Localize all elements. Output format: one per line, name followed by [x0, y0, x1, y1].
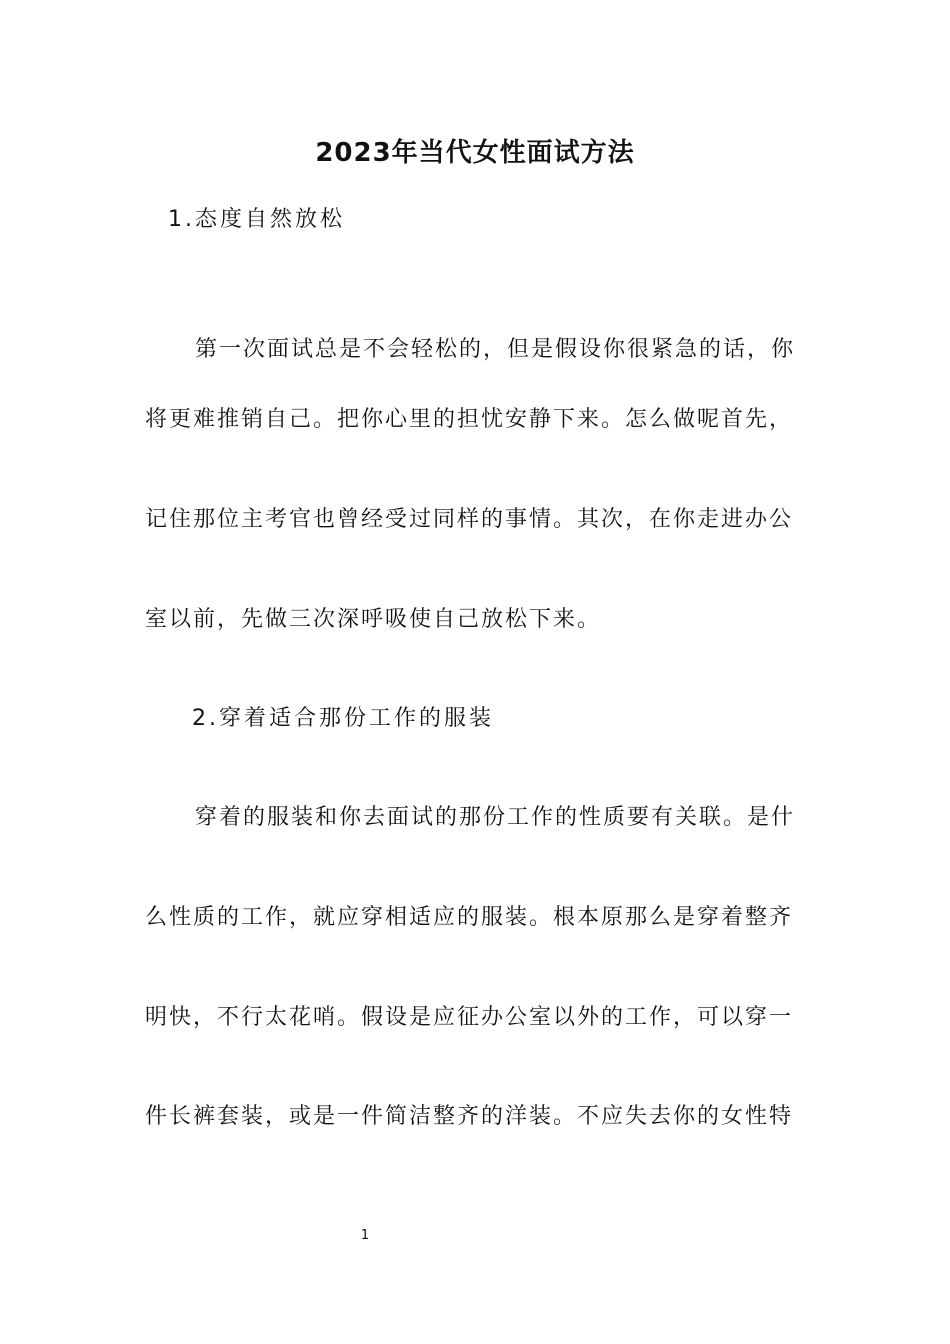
- page-number: 1: [360, 1228, 370, 1243]
- section-heading-2: 2.穿着适合那份工作的服装: [192, 706, 494, 731]
- paragraph-2-line-1: 穿着的服装和你去面试的那份工作的性质要有关联。是什: [195, 805, 796, 830]
- document-title: 2023年当代女性面试方法: [315, 138, 635, 168]
- paragraph-1-line-4: 室以前，先做三次深呼吸使自己放松下来。: [145, 607, 602, 632]
- paragraph-2-line-2: 么性质的工作，就应穿相适应的服装。根本原那么是穿着整齐: [145, 905, 794, 930]
- paragraph-1-line-1: 第一次面试总是不会轻松的，但是假设你很紧急的话，你: [195, 337, 796, 362]
- paragraph-1-line-2: 将更难推销自己。把你心里的担忧安静下来。怎么做呢首先，: [145, 407, 794, 432]
- paragraph-1-line-3: 记住那位主考官也曾经受过同样的事情。其次，在你走进办公: [145, 507, 794, 532]
- section-heading-1: 1.态度自然放松: [168, 207, 345, 232]
- paragraph-2-line-3: 明快，不行太花哨。假设是应征办公室以外的工作，可以穿一: [145, 1005, 794, 1030]
- paragraph-2-line-4: 件长裤套装，或是一件简洁整齐的洋装。不应失去你的女性特: [145, 1104, 794, 1129]
